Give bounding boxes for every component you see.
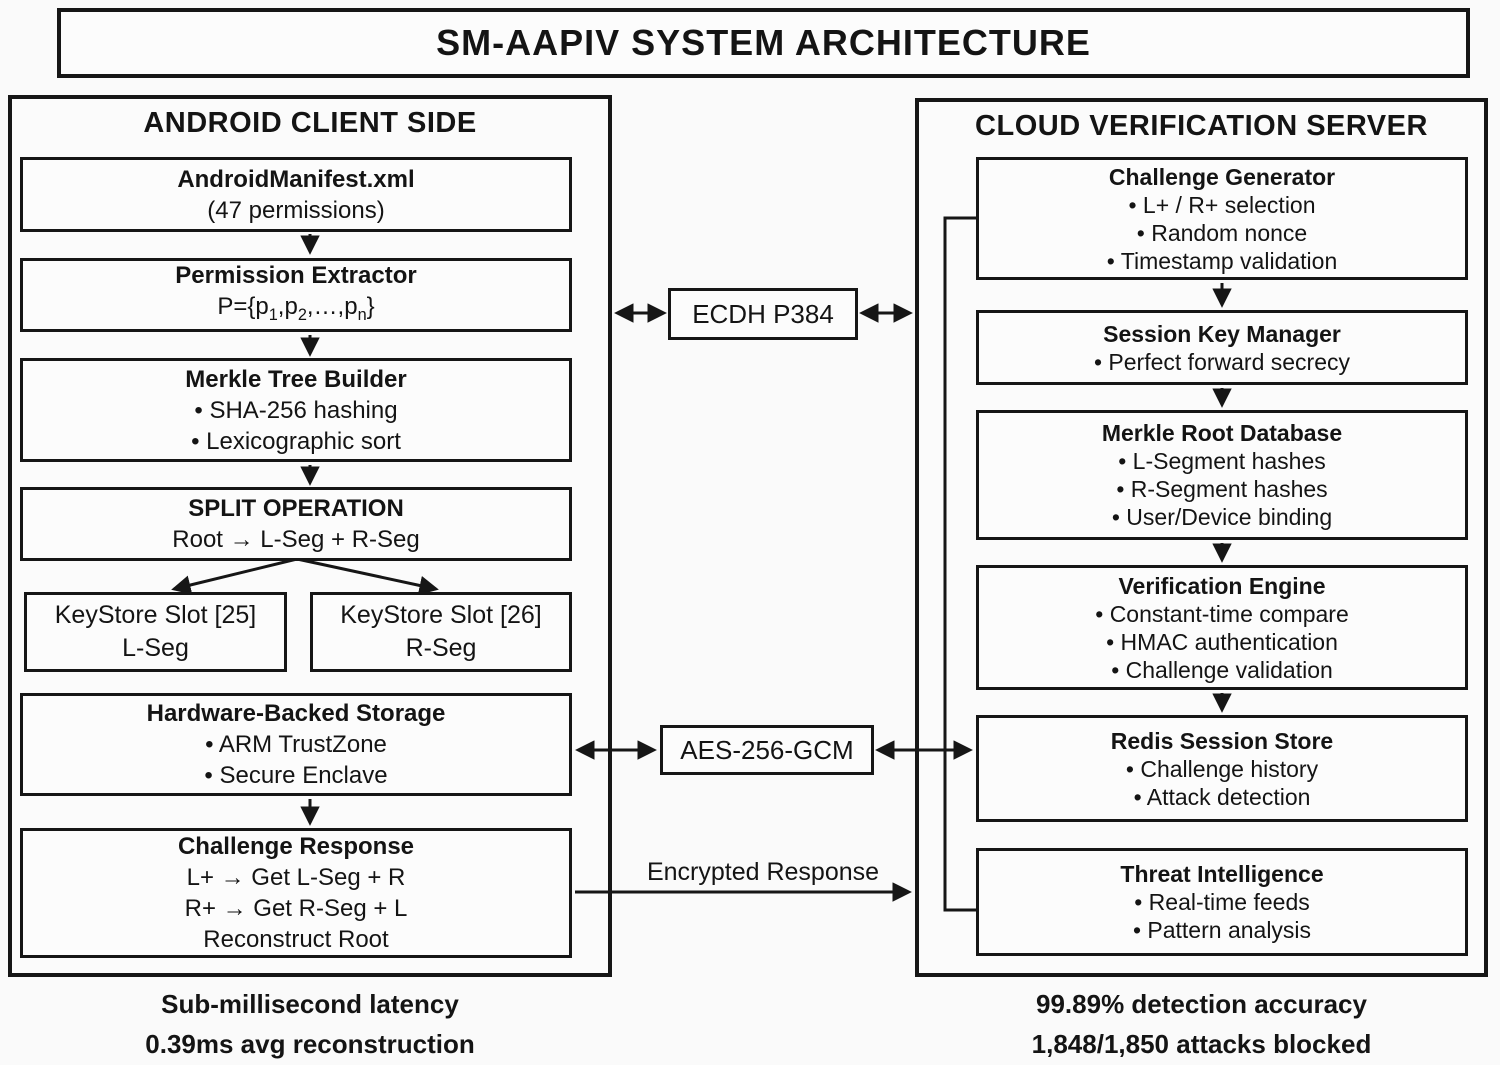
verification-engine-box (976, 565, 1468, 690)
client-reconstruction-stat: 0.39ms avg reconstruction (145, 1029, 475, 1059)
threat-intelligence-box (976, 848, 1468, 956)
server-metrics-footer (915, 984, 1488, 1064)
bullet-item: • Pattern analysis (1132, 917, 1312, 943)
keystore-slot-26-label: KeyStore Slot [26] (340, 601, 542, 629)
bullet-item: • Real-time feeds (1134, 889, 1310, 915)
bullet-item: • Secure Enclave (204, 762, 388, 789)
arrow-split-to-keystore-26 (297, 559, 436, 589)
encrypted-response-label: Encrypted Response (646, 858, 880, 886)
client-metrics-footer (8, 984, 612, 1064)
bullet-item: • L-Segment hashes (1118, 448, 1326, 474)
challenge-response-rule: Reconstruct Root (203, 926, 389, 953)
hardware-backed-storage-box (20, 693, 572, 796)
ecdh-label: ECDH P384 (692, 298, 834, 329)
bullet-item: • User/Device binding (1111, 504, 1333, 530)
server-attacks-blocked-stat: 1,848/1,850 attacks blocked (1031, 1029, 1372, 1059)
bullet-item: • Constant-time compare (1095, 600, 1349, 627)
merkle-root-database-title: Merkle Root Database (1101, 420, 1343, 446)
hardware-backed-storage-title: Hardware-Backed Storage (146, 700, 446, 727)
permission-extractor-box (20, 258, 572, 332)
manifest-permissions-count: (47 permissions) (207, 196, 385, 224)
keystore-slot-25-label: KeyStore Slot [25] (54, 601, 257, 629)
generator-threat-feedback-connector (945, 218, 976, 910)
bullet-item: • Random nonce (1136, 219, 1308, 246)
cloud-server-header: CLOUD VERIFICATION SERVER (975, 110, 1428, 142)
verification-engine-title: Verification Engine (1118, 572, 1326, 599)
diagram-title-box (57, 8, 1470, 78)
bullet-item: • SHA-256 hashing (194, 396, 398, 424)
client-latency-stat: Sub-millisecond latency (161, 989, 459, 1019)
bullet-item: • Challenge validation (1111, 656, 1333, 683)
server-accuracy-stat: 99.89% detection accuracy (1036, 989, 1367, 1019)
bullet-item: • L+ / R+ selection (1128, 191, 1316, 218)
challenge-generator-box (976, 157, 1468, 280)
bullet-item: • R-Segment hashes (1116, 476, 1328, 502)
challenge-response-rule: L+ → Get L-Seg + R (186, 864, 406, 891)
keystore-slot-25-box (24, 592, 287, 672)
challenge-response-box (20, 828, 572, 958)
bullet-item: • HMAC authentication (1106, 628, 1338, 655)
merkle-root-database-box (976, 410, 1468, 540)
bullet-item: • Timestamp validation (1106, 247, 1338, 274)
session-key-manager-title: Session Key Manager (1103, 320, 1341, 347)
diagram-title: SM-AAPIV SYSTEM ARCHITECTURE (436, 22, 1091, 63)
manifest-title: AndroidManifest.xml (177, 165, 415, 193)
bullet-item: • Attack detection (1133, 783, 1311, 810)
session-key-manager-box (976, 310, 1468, 385)
keystore-slot-26-box (310, 592, 572, 672)
permission-set-formula: $P=\{p_1,p_2,\dots,p_n\}$ (217, 292, 375, 324)
split-operation-rule: Root → L-Seg + R-Seg (172, 526, 420, 553)
android-client-header: ANDROID CLIENT SIDE (143, 107, 477, 139)
split-operation-title: SPLIT OPERATION (188, 495, 404, 522)
challenge-response-title: Challenge Response (177, 833, 415, 860)
bullet-item: • Lexicographic sort (191, 427, 401, 455)
permission-extractor-title: Permission Extractor (175, 261, 417, 289)
keystore-slot-25-segment: L-Seg (122, 634, 189, 662)
arrow-split-to-keystore-25 (174, 559, 297, 589)
challenge-generator-title: Challenge Generator (1108, 163, 1336, 190)
bullet-item: • ARM TrustZone (205, 731, 387, 758)
bullet-item: • Challenge history (1125, 755, 1319, 782)
keystore-slot-26-segment: R-Seg (405, 634, 477, 662)
aes-box (660, 725, 874, 775)
redis-session-store-box (976, 715, 1468, 822)
aes-label: AES-256-GCM (680, 734, 854, 765)
manifest-box (20, 157, 572, 232)
split-operation-box (20, 487, 572, 561)
challenge-response-rule: R+ → Get R-Seg + L (184, 895, 408, 922)
merkle-tree-builder-title: Merkle Tree Builder (185, 365, 407, 393)
threat-intelligence-title: Threat Intelligence (1120, 861, 1324, 887)
bullet-item: • Perfect forward secrecy (1093, 348, 1351, 375)
merkle-tree-builder-box (20, 358, 572, 462)
redis-session-store-title: Redis Session Store (1110, 727, 1334, 754)
ecdh-box (668, 288, 858, 340)
